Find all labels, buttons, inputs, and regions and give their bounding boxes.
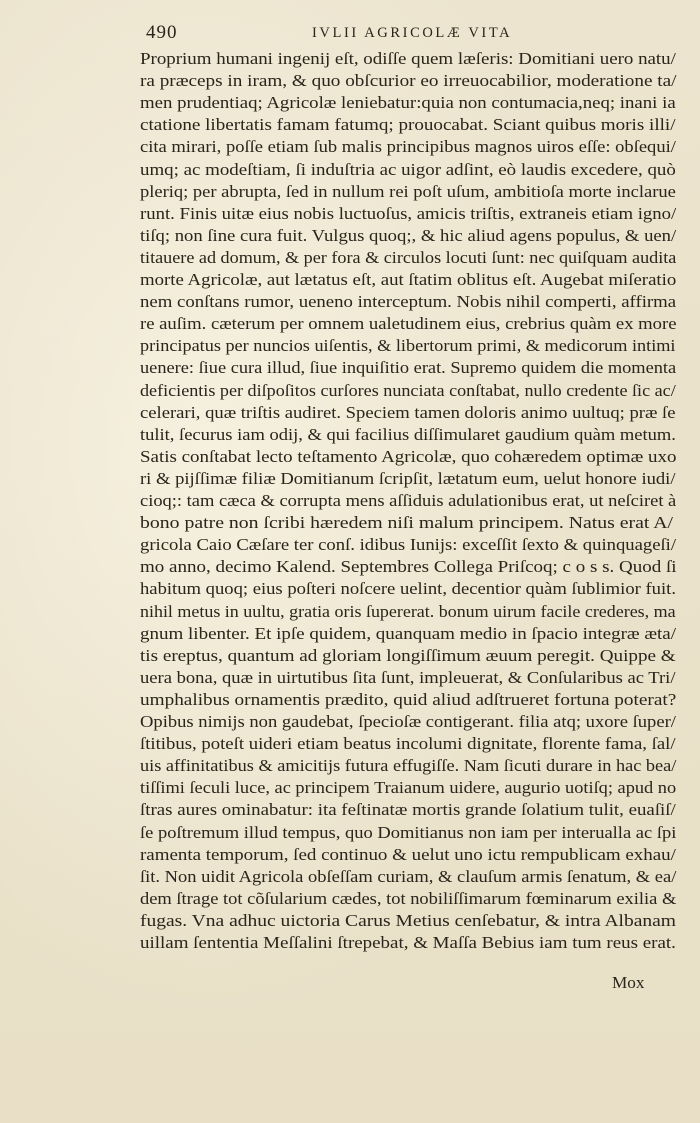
text-line: celerari, quæ triſtis audiret. Speciem tamen doloris animo uultuq; præ ſe: [140, 402, 676, 422]
text-line: fugas. Vna adhuc uictoria Carus Metius cenſebatur, & intra Albanam: [140, 910, 676, 930]
text-line: umphalibus ornamentis prædito, quid aliud adſtrueret fortuna poterat?: [140, 689, 677, 709]
text-line: nem conſtans rumor, ueneno interceptum. Nobis nihil comperti, affirma: [140, 292, 677, 312]
text-line: ramenta temporum, ſed continuo & uelut uno ictu rempublicam exhau/: [140, 844, 676, 864]
text-line: bono patre non ſcribi hæredem niſi malum principem. Natus erat A/: [140, 513, 674, 533]
text-line: morte Agricolæ, aut lætatus eſt, aut ſtatim oblitus eſt. Augebat miſeratio: [140, 270, 677, 289]
text-line: ri & pijſſimæ filiæ Domitianum ſcripſit, lætatum eum, uelut honore iudi/: [140, 468, 676, 488]
text-line: gricola Caio Cæſare ter conſ. idibus Iunijs: exceſſit ſexto & quinquageſi/: [140, 535, 677, 555]
text-line: runt. Finis uitæ eius nobis luctuoſus, amicis triſtis, extraneis etiam igno/: [140, 203, 677, 223]
text-line: dem ſtrage tot cõſularium cædes, tot nobiliſſimarum fœminarum exilia &: [140, 888, 677, 908]
running-head: [146, 22, 676, 44]
text-line: uenere: ſiue cura illud, ſiue inquiſitio erat. Supremo quidem die momenta: [140, 358, 677, 378]
text-line: ra præceps in iram, & quo obſcurior eo irreuocabilior, moderatione ta/: [140, 71, 677, 91]
page-number: 490: [146, 22, 178, 43]
text-line: gnum libenter. Et ipſe quidem, quanquam medio in ſpacio integræ æta/: [140, 623, 676, 643]
text-line: uera bona, quæ in uirtutibus ſita ſunt, impleuerat, & Conſularibus ac Tri/: [140, 667, 676, 687]
text-line: re auſim. cæterum per omnem ualetudinem eius, crebrius quàm ex more: [140, 314, 677, 334]
text-line: cita mirari, poſſe etiam ſub malis principibus magnos uiros eſſe: obſequi/: [140, 137, 676, 157]
text-line: Satis conſtabat lecto teſtamento Agricolæ, quo cohæredem optimæ uxo: [140, 446, 677, 466]
text-line: ſe poſtremum illud tempus, quo Domitianus non iam per interualla ac ſpi: [140, 822, 677, 842]
text-line: men prudentiaq; Agricolæ leniebatur:quia non contumacia,neq; inani ia: [140, 93, 676, 113]
text-line: umq; ac modeſtiam, ſi induſtria ac uigor adſint, eò laudis excedere, quò: [140, 159, 676, 179]
text-line: ctatione libertatis famam fatumq; prouocabat. Sciant quibus moris illi/: [140, 115, 676, 135]
text-line: ſtitibus, poteſt uideri etiam beatus incolumi dignitate, florente fama, ſal/: [140, 734, 676, 754]
text-line: ſit. Non uidit Agricola obſeſſam curiam, & clauſum armis ſenatum, & ea/: [140, 866, 677, 886]
text-line: principatus per nuncios uiſentis, & libertorum primi, & medicorum intimi: [140, 336, 676, 356]
text-line: habitum quoq; eius poſteri noſcere uelint, decentior quàm ſublimior fuit.: [140, 579, 676, 599]
text-line: tiſq; non ſine cura fuit. Vulgus quoq;, & hic aliud agens populus, & uen/: [140, 225, 677, 245]
text-line: nihil metus in uultu, gratia oris ſupererat. bonum uirum facile crederes, ma: [140, 601, 676, 621]
text-line: ſtras aures ominabatur: ita feſtinatæ mortis grande ſolatium tulit, euaſiſ/: [140, 800, 676, 820]
text-line: deficientis per diſpoſitos curſores nunciata conſtabat, nullo credente ſic ac/: [140, 380, 676, 400]
text-line: uillam ſententia Meſſalini ſtrepebat, & Maſſa Bebius iam tum reus erat.: [140, 933, 676, 952]
text-line: uis affinitatibus & amicitijs futura effugiſſe. Nam ſicuti durare in hac bea/: [140, 756, 677, 776]
text-line: tiſſimi ſeculi luce, ac principem Traianum uidere, augurio uotiſq; apud no: [140, 778, 677, 798]
text-line: Opibus nimijs non gaudebat, ſpecioſæ contigerant. filia atq; uxore ſuper/: [140, 712, 676, 731]
text-line: pleriq; per abrupta, ſed in nullum rei poſt uſum, ambitioſa morte inclarue: [140, 181, 676, 201]
catchword: Mox: [612, 973, 645, 992]
text-line: Proprium humani ingenij eſt, odiſſe quem læſeris: Domitiani uero natu/: [140, 49, 676, 68]
text-line: mo anno, decimo Kalend. Septembres Collega Priſcoq; c o s s. Quod ſi: [140, 557, 677, 577]
running-title: IVLII AGRICOLÆ VITA: [312, 25, 513, 41]
text-line: tulit, ſecurus iam odij, & qui facilius diſſimularet gaudium quàm metum.: [140, 424, 676, 444]
text-line: tis ereptus, quantum ad gloriam longiſſimum æuum peregit. Quippe &: [140, 645, 676, 665]
text-line: titauere ad domum, & per fora & circulos locuti ſunt: nec quiſquam audita: [140, 247, 677, 267]
text-line: cioq;: tam cæca & corrupta mens aſſiduis adulationibus erat, ut neſciret à: [140, 491, 677, 510]
